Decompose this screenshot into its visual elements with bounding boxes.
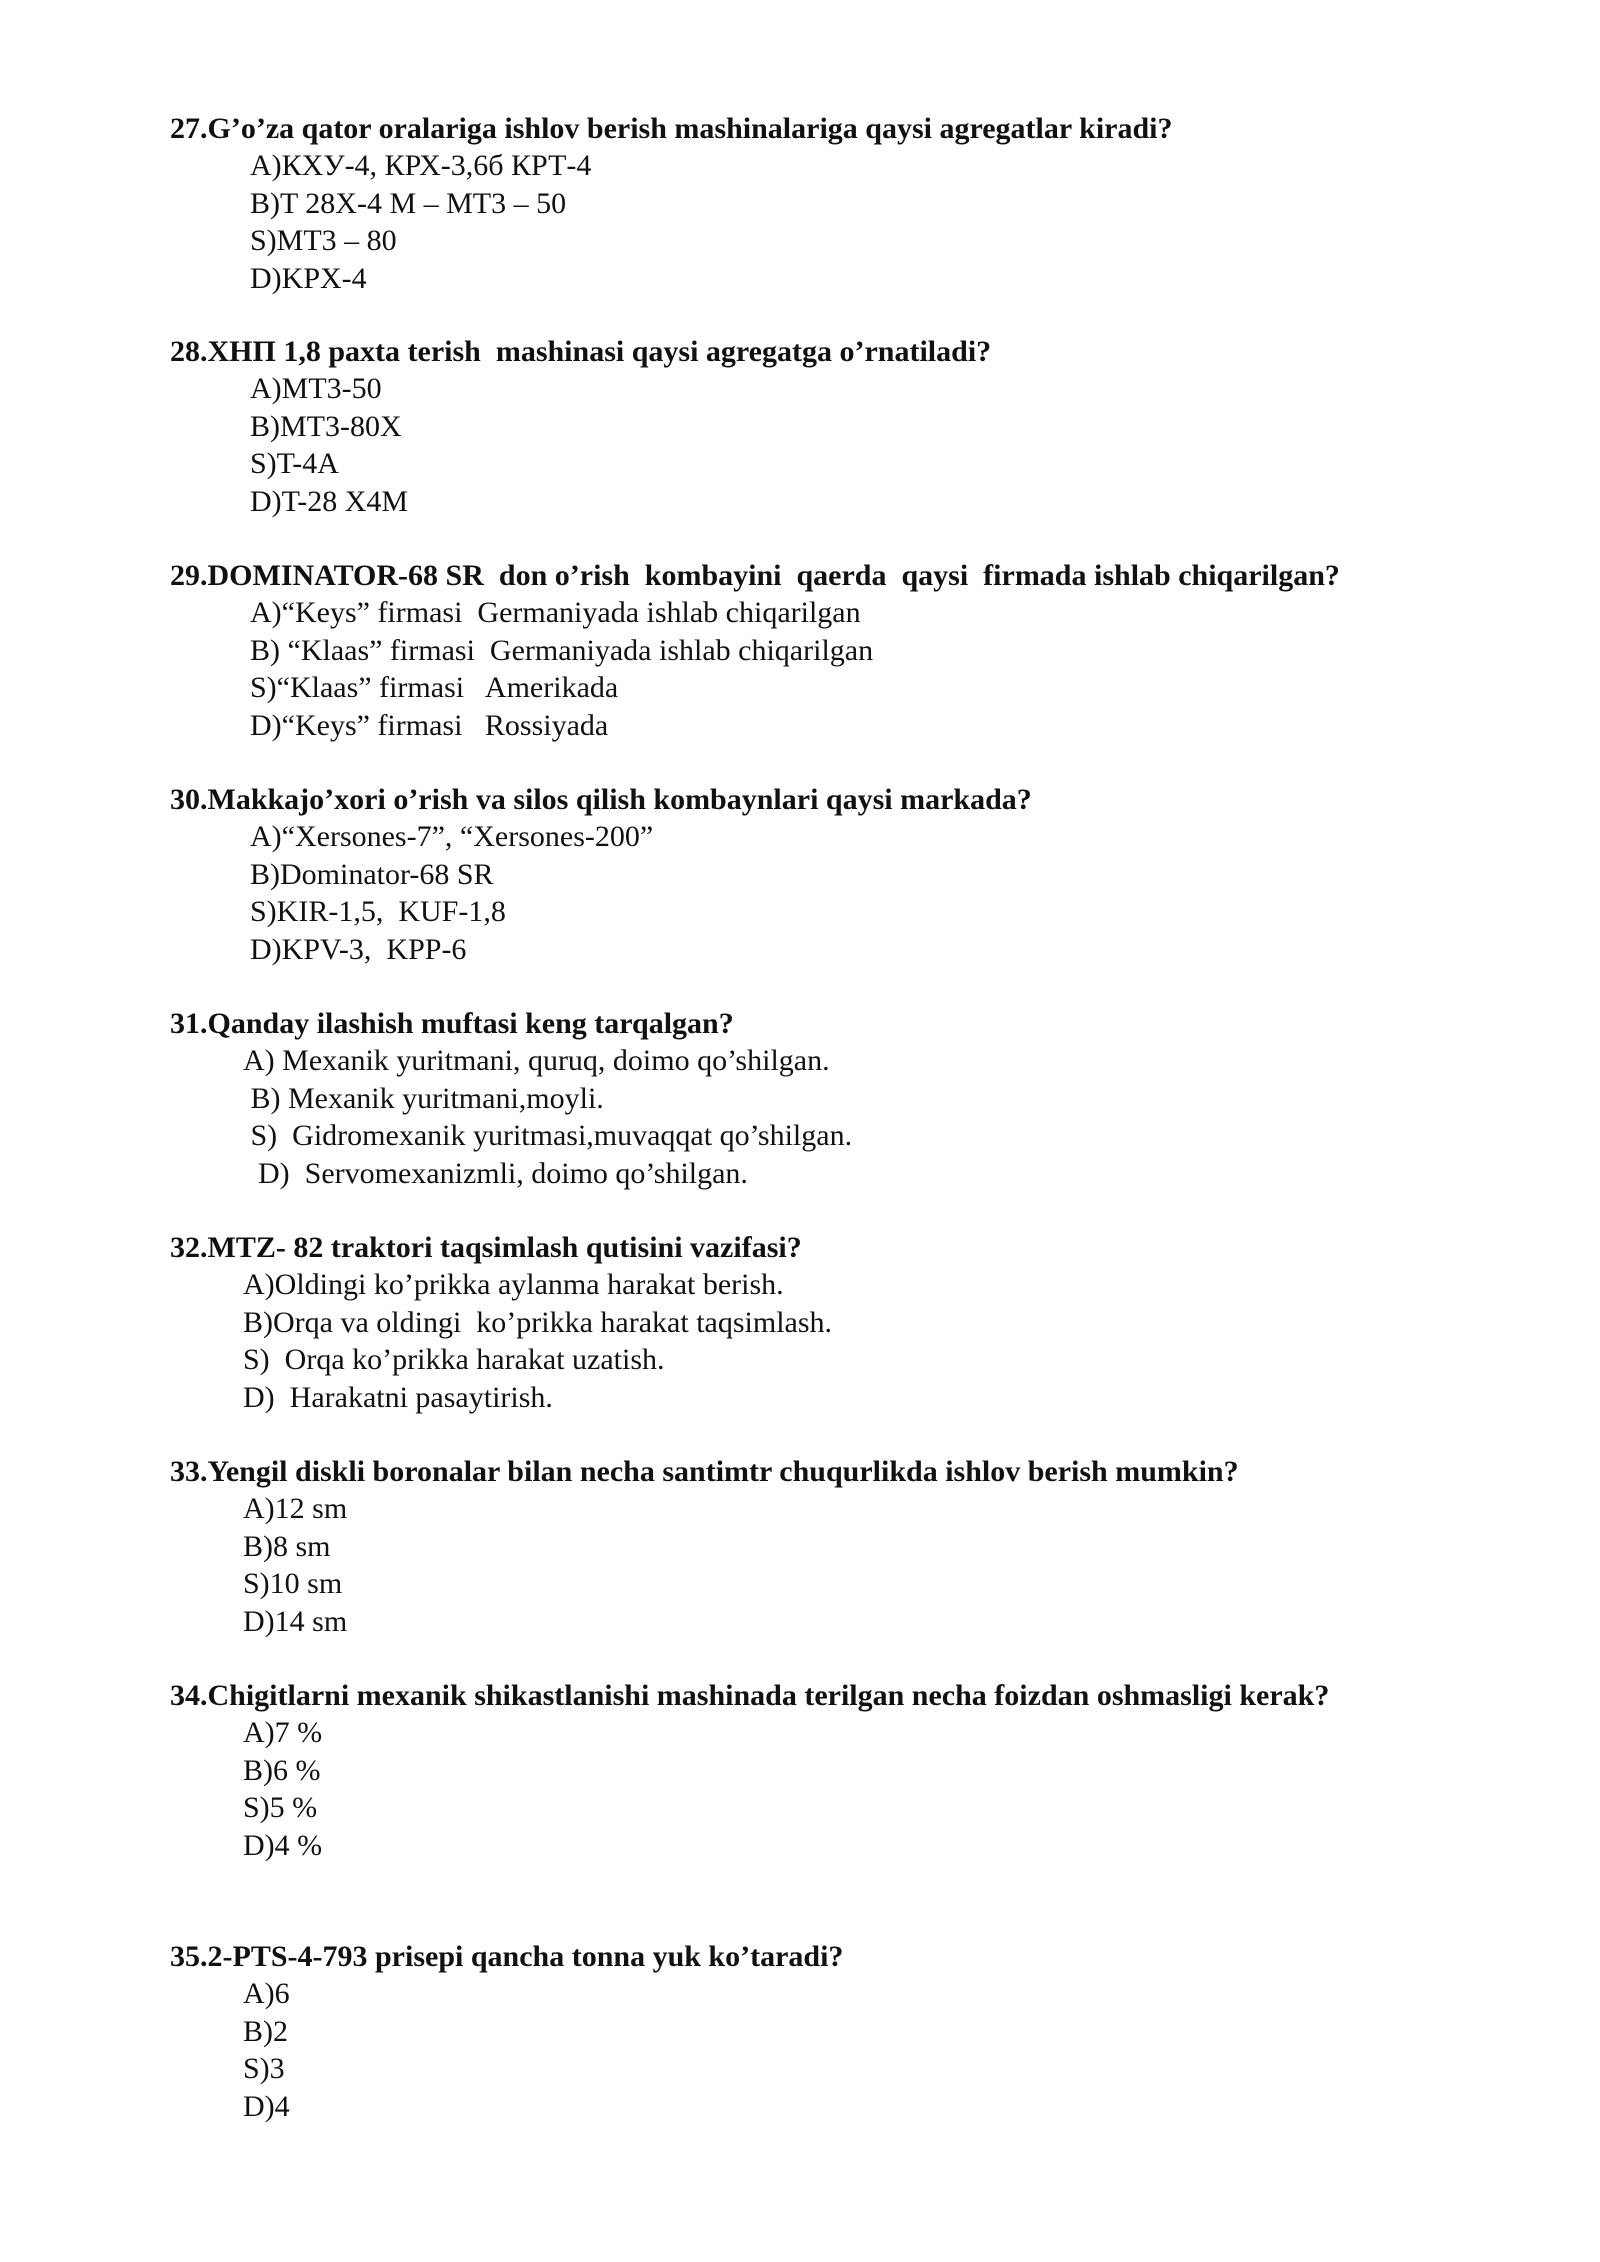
answer-option-d: D) Harakatni pasaytirish. xyxy=(243,1380,553,1414)
question-28 xyxy=(170,333,1470,520)
answer-option-s: S)5 % xyxy=(243,1791,318,1824)
answer-option-b: B)Orqa va oldingi ko’prikka harakat taqsimlash. xyxy=(243,1305,833,1339)
question-34 xyxy=(170,1677,1350,1864)
answer-option-d: D) Servomexanizmli, doimo qo’shilgan. xyxy=(243,1156,748,1190)
question-title: 32.MTZ- 82 traktori taqsimlash qutisini vazifasi? xyxy=(170,1231,802,1264)
answer-option-a: A)Oldingi ko’prikka aylanma harakat berish. xyxy=(243,1268,784,1301)
answer-option-a: A)КХУ-4, КРХ-3,6б КРТ-4 xyxy=(250,149,592,182)
answer-option-d: D)4 % xyxy=(243,1828,323,1862)
answer-option-a: A)12 sm xyxy=(243,1492,348,1525)
question-35 xyxy=(170,1938,1470,2125)
answer-option-b: B) Mexanik yuritmani,moyli. xyxy=(243,1081,604,1115)
answer-option-a: A) Mexanik yuritmani, quruq, doimo qo’shilgan. xyxy=(243,1044,830,1077)
answer-option-a: A)6 xyxy=(243,1977,290,2010)
answer-option-b: B)T 28X-4 M – MT3 – 50 xyxy=(250,186,567,220)
question-29 xyxy=(170,557,1470,744)
answer-option-s: S)KIR-1,5, KUF-1,8 xyxy=(250,895,506,928)
answer-option-d: D)4 xyxy=(243,2089,290,2123)
answer-option-d: D)KPX-4 xyxy=(250,261,367,295)
answer-option-s: S)3 xyxy=(243,2052,285,2085)
question-title: 30.Makkajo’xori o’rish va silos qilish kombaynlari qaysi markada? xyxy=(170,783,1032,816)
answer-option-b: B)MT3-80X xyxy=(250,409,402,443)
answer-option-b: B)6 % xyxy=(243,1753,321,1787)
question-title: 27.G’o’za qator oralariga ishlov berish mashinalariga qaysi agregatlar kiradi? xyxy=(170,112,1173,145)
answer-option-a: A)MT3-50 xyxy=(250,372,382,405)
question-32 xyxy=(170,1229,1470,1416)
answer-option-d: D)14 sm xyxy=(243,1604,348,1638)
answer-option-b: B) “Klaas” firmasi Germaniyada ishlab chiqarilgan xyxy=(250,633,874,667)
answer-option-d: D)KPV-3, KPP-6 xyxy=(250,932,467,966)
question-31 xyxy=(170,1005,1470,1192)
answer-option-b: B)8 sm xyxy=(243,1529,331,1563)
question-title: 34.Chigitlarni mexanik shikastlanishi mashinada terilgan necha foizdan oshmasligi kerak? xyxy=(170,1679,1330,1712)
question-title: 35.2-PTS-4-793 prisepi qancha tonna yuk ko’taradi? xyxy=(170,1940,844,1973)
question-title: 28.ХНП 1,8 paxta terish mashinasi qaysi agregatga o’rnatiladi? xyxy=(170,335,992,368)
answer-option-s: S)“Klaas” firmasi Amerikada xyxy=(250,671,619,704)
answer-option-b: B)2 xyxy=(243,2014,288,2048)
question-title: 31.Qanday ilashish muftasi keng tarqalgan? xyxy=(170,1007,734,1040)
answer-option-a: A)“Xersones-7”, “Xersones-200” xyxy=(250,820,654,853)
question-33 xyxy=(170,1453,1470,1640)
answer-option-a: A)“Keys” firmasi Germaniyada ishlab chiqarilgan xyxy=(250,596,861,629)
answer-option-s: S)T-4A xyxy=(250,447,339,480)
answer-option-s: S) Orqa ko’prikka harakat uzatish. xyxy=(243,1343,665,1376)
answer-option-d: D)“Keys” firmasi Rossiyada xyxy=(250,708,609,742)
answer-option-b: B)Dominator-68 SR xyxy=(250,857,494,891)
question-title: 33.Yengil diskli boronalar bilan necha santimtr chuqurlikda ishlov berish mumkin? xyxy=(170,1455,1239,1488)
question-30 xyxy=(170,781,1470,968)
answer-option-s: S)10 sm xyxy=(243,1567,343,1600)
answer-option-s: S)MT3 – 80 xyxy=(250,224,397,257)
question-27 xyxy=(170,110,1470,297)
answer-option-d: D)T-28 X4M xyxy=(250,484,409,518)
answer-option-a: A)7 % xyxy=(243,1716,323,1749)
question-title: 29.DOMINATOR-68 SR don o’rish kombayini qaerda qaysi firmada ishlab chiqarilgan? xyxy=(170,559,1340,592)
answer-option-s: S) Gidromexanik yuritmasi,muvaqqat qo’shilgan. xyxy=(243,1119,853,1152)
